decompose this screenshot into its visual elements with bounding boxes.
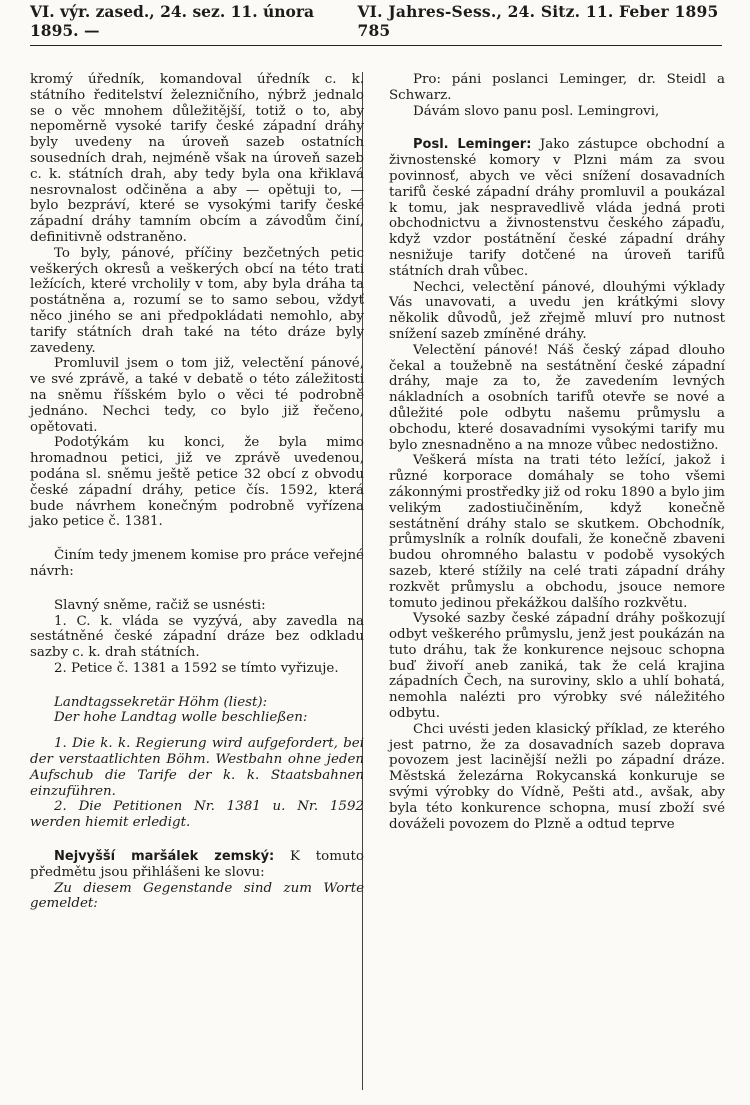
paragraph: Veškerá místa na trati této ležící, jakož i různé korporace domáhaly se toho všemi zákonnými prostředky již od roku 1890 a bylo jim velikým zadostiučiněním, když konečně sestátnění dráhy stalo se skutkem. Obchodník, průmyslník a rolník doufali, že konečně zbaveni budou ohromného balastu v podobě vysokých sazeb, které stížily na celé trati západní dráhy rozkvět průmyslu a obchodu, jsouce nemore tomuto jedinou překážkou dalšího rozkvětu. — [389, 453, 725, 611]
secretary-reading: Landtagssekretär Höhm (liest): — [54, 694, 268, 710]
paragraph: Nechci, velectění pánové, dlouhými výklady Vás unavovati, a uvedu jen krátkými slovy několik důvodů, jež zřejmě mluví pro nutnost snížení sazeb zmíněné dráhy. — [389, 279, 725, 342]
speaker-text: Jako zástupce obchodní a živnostenské komory v Plzni mám za svou povinnosť, abych ve věci snížení dosavadních tarifů české západní dráhy promluvil a poukázal k tomu, jak nespravedlivě vláda jedná proti obchodnictvu a živnostenstvu českého zápaďu, když vzdor postátnění české západní dráhy nesnižuje tarify dotčené na úroveň tarifů státních drah vůbec. — [389, 137, 725, 279]
paragraph: Promluvil jsem o tom již, velectění pánové, ve své zprávě, a také v debatě o této záležitosti na sněmu říšském bylo o věci té podrobně jednáno. Nechci tedy, co bylo již řečeno, opětovati. — [30, 356, 364, 435]
header-czech-session: VI. výr. zased., 24. sez. 11. února 1895. — [30, 2, 315, 40]
speaker-name: Posl. Leminger: — [413, 137, 532, 153]
page-header — [30, 2, 722, 46]
paragraph: Podotýkám ku konci, že byla mimo hromadnou petici, již ve zprávě uvedenou, podána sl. sněmu ještě petice 32 obcí z obvodu české západní dráhy, petice čís. 1592, která bude návrhem konečným podrobně vyřízena jako petice č. 1381. — [30, 435, 364, 530]
right-column — [389, 72, 725, 832]
header-right — [357, 2, 722, 40]
motion-address: Slavný sněme, račiž se usnésti: — [54, 597, 266, 613]
german-motion-intro: Der hohe Landtag wolle beschließen: — [54, 710, 308, 726]
speaker-name: Nejvyšší maršálek zemský: — [54, 849, 275, 865]
speaker-text: K tomuto předmětu jsou přihlášeni ke slovu: — [30, 849, 364, 880]
paragraph: Velectění pánové! Náš český západ dlouho čekal a toužebně na sestátnění české západní dráhy, maje za to, že zavedením levných nákladních a osobních tarifů otevře se nové a důležité pole odbytu našemu průmyslu a obchodu, které dosavadními vysokými tarify mu bylo znesnadněno a na mnoze vůbec nedostižno. — [389, 342, 725, 453]
paragraph: Zu diesem Gegenstande sind zum Worte gemeldet: — [30, 880, 364, 912]
header-left — [30, 2, 357, 40]
german-motion-item: 2. Die Petitionen Nr. 1381 u. Nr. 1592 werden hiemit erledigt. — [30, 799, 364, 831]
speech-opening — [389, 137, 725, 279]
motion-item: 2. Petice č. 1381 a 1592 se tímto vyřizuje. — [54, 660, 339, 676]
page-number: 785 — [357, 21, 391, 40]
left-column — [30, 72, 364, 912]
paragraph: kromý úředník, komandoval úředník c. k. státního ředitelství železničního, nýbrž jednalo se o věc mnohem důležitější, totiž o to, aby nepoměrně vysoké tarify české západní dráhy byly uvedeny na úroveň sazeb ostatních sousedních drah, nejméně však na úroveň sazeb c. k. státních drah, aby tedy byla ona křiklavá nesrovnalost odčiněna a aby — opětuji to, — bylo bezpráví, které se vysokými tarify české západní dráhy tamním obcím a závodům činí, definitivně odstraněno. — [30, 72, 364, 245]
german-motion-item: 1. Die k. k. Regierung wird aufgefordert, bei der verstaatlichten Böhm. Westbahn ohne jeden Aufschub die Tarife der k. k. Staatsbahnen einzuführen. — [30, 736, 364, 799]
paragraph: Dávám slovo panu posl. Lemingrovi, — [413, 103, 660, 119]
header-german-session: VI. Jahres-Sess., 24. Sitz. 11. Feber 1895 — [357, 2, 719, 21]
paragraph: Chci uvésti jeden klasický příklad, ze kterého jest patrno, že za dosavadních sazeb doprava povozem jest lacinější nežli po západní dráze. Městská železárna Rokycanská konkuruje se svými výrobky do Vídně, Pešti atd., avšak, aby byla této konkurence schopna, musí zboží své dováželi povozem do Plzně a odtud teprve — [389, 721, 725, 832]
motion-item: 1. C. k. vláda se vyzývá, aby zavedla na sestátněné české západní dráze bez odkladu sazby c. k. drah státních. — [30, 613, 364, 661]
marshal-announcement — [30, 849, 364, 881]
paragraph: Vysoké sazby české západní dráhy poškozují odbyt veškerého průmyslu, jenž jest poukázán na tuto dráhu, tak že konkurence nejsouc schopna buď živoří aneb zaniká, tak že celá krajina západních Čech, na suroviny, sklo a uhlí bohatá, nemohla nalézti pro výrobky své náležitého odbytu. — [389, 611, 725, 722]
paragraph: To byly, pánové, příčiny bezčetných petic veškerých okresů a veškerých obcí na této trati ležících, které vrcholily v tom, aby byla dráha ta postátněna a, rozumí se to samo sebou, vždyť něco jiného se ani předpokládati nemohlo, aby tarify státních drah také na této dráze byly zavedeny. — [30, 245, 364, 356]
motion-intro: Činím tedy jmenem komise pro práce veřejné návrh: — [30, 548, 364, 579]
speakers-list: Pro: páni poslanci Leminger, dr. Steidl a Schwarz. — [389, 72, 725, 103]
header-dash: — — [83, 21, 100, 40]
